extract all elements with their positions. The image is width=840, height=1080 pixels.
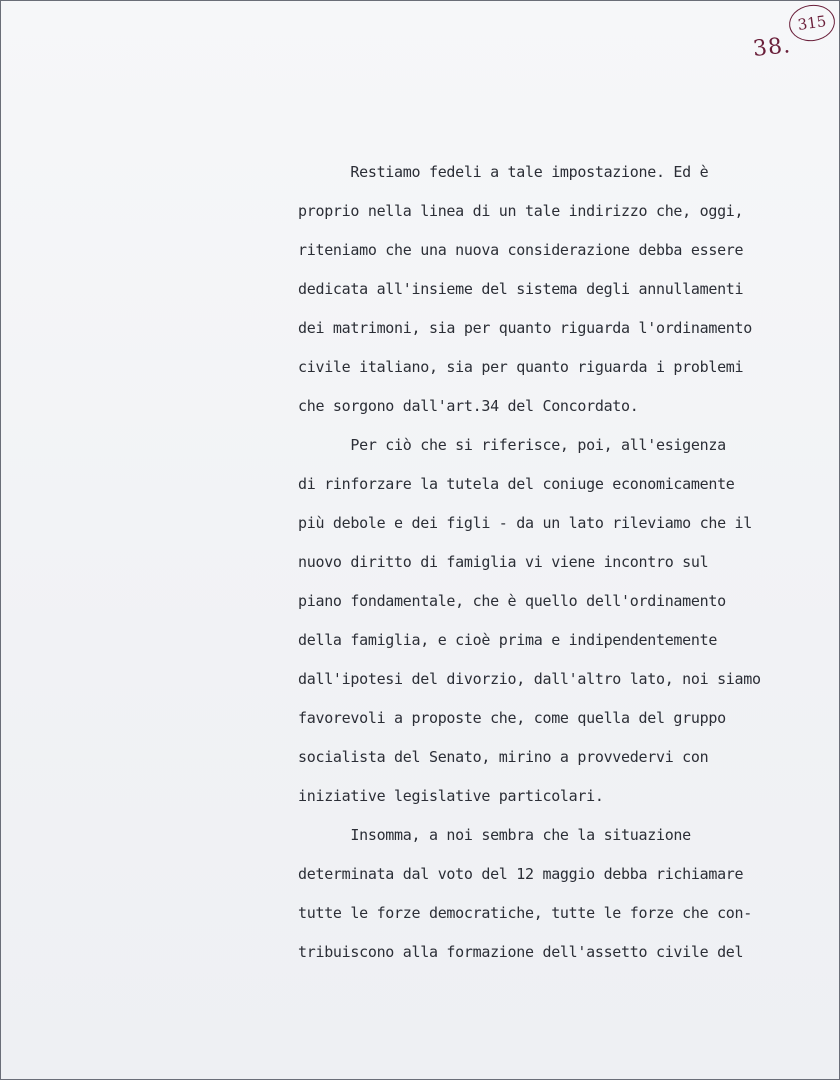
text-line: della famiglia, e cioè prima e indipendentemente (298, 631, 718, 649)
text-line: proprio nella linea di un tale indirizzo che, oggi, (298, 202, 744, 220)
typed-text-body (298, 153, 834, 972)
text-line: iniziative legislative particolari. (298, 787, 604, 805)
text-line: piano fondamentale, che è quello dell'ordinamento (298, 592, 726, 610)
text-line: che sorgono dall'art.34 del Concordato. (298, 397, 639, 415)
text-line: socialista del Senato, mirino a provvedervi con (298, 748, 709, 766)
text-line: Restiamo fedeli a tale impostazione. Ed è (298, 163, 709, 181)
text-line: dedicata all'insieme del sistema degli annullamenti (298, 280, 744, 298)
text-line: più debole e dei figli - da un lato rileviamo che il (298, 514, 753, 532)
text-line: di rinforzare la tutela del coniuge economicamente (298, 475, 735, 493)
text-line: tribuiscono alla formazione dell'assetto civile del (298, 943, 744, 961)
archive-number-stamp: 315 (787, 2, 838, 44)
text-line: civile italiano, sia per quanto riguarda i problemi (298, 358, 744, 376)
text-line: dall'ipotesi del divorzio, dall'altro lato, noi siamo (298, 670, 761, 688)
text-line: riteniamo che una nuova considerazione debba essere (298, 241, 744, 259)
text-line: determinata dal voto del 12 maggio debba richiamare (298, 865, 744, 883)
text-line: tutte le forze democratiche, tutte le forze che con- (298, 904, 753, 922)
text-line: Per ciò che si riferisce, poi, all'esigenza (298, 436, 726, 454)
text-line: favorevoli a proposte che, come quella del gruppo (298, 709, 726, 727)
text-line: dei matrimoni, sia per quanto riguarda l'ordinamento (298, 319, 753, 337)
text-line: nuovo diritto di famiglia vi viene incontro sul (298, 553, 709, 571)
text-line: Insomma, a noi sembra che la situazione (298, 826, 691, 844)
page-number: 38. (751, 33, 793, 62)
